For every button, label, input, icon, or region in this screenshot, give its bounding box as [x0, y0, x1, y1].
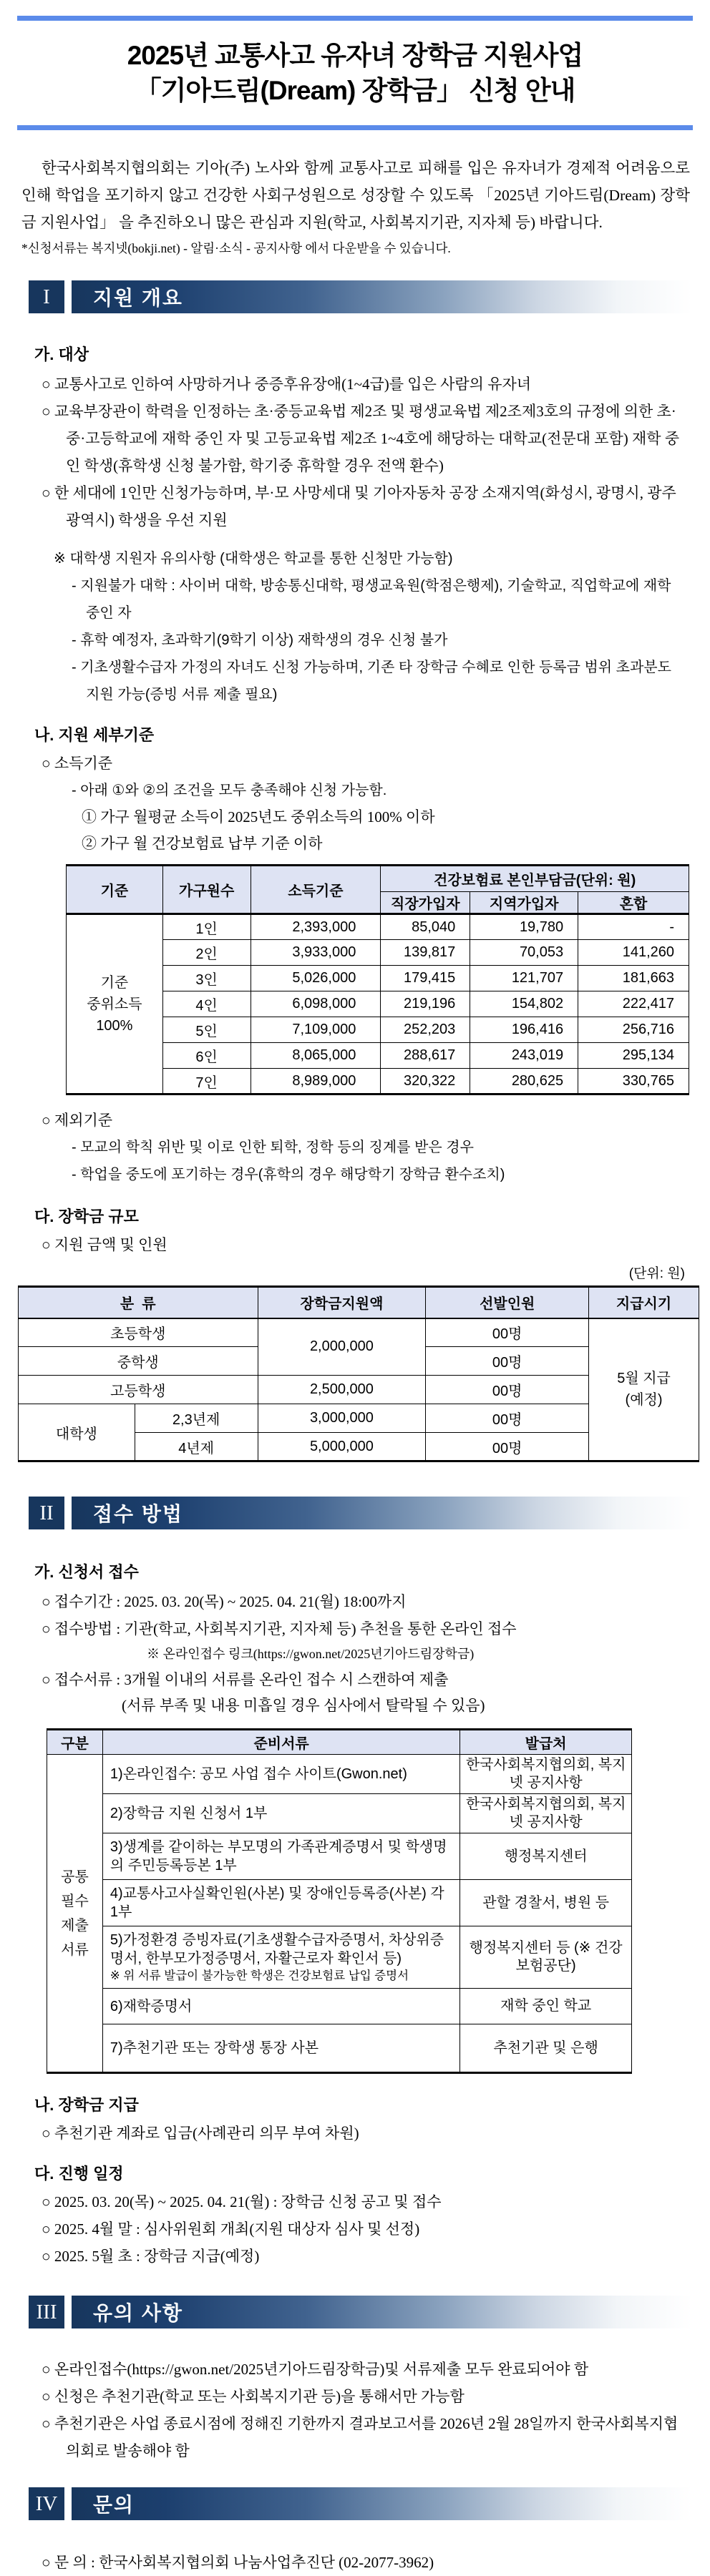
- t1-income: 5,026,000: [251, 966, 381, 991]
- university-note-item: - 휴학 예정자, 초과학기(9학기 이상) 재학생의 경우 신청 불가: [72, 632, 448, 648]
- income-condition-intro: - 아래 ①와 ②의 조건을 모두 충족해야 신청 가능함.: [72, 783, 387, 798]
- t1-size: 2인: [162, 940, 251, 966]
- table-row: [47, 1833, 632, 1880]
- required-documents-table: [47, 1728, 632, 2074]
- t2-timing-line: 5월 지급: [617, 1371, 671, 1387]
- application-method: ○ 접수방법 : 기관(학교, 사회복지기관, 지자체 등) 추천을 통한 온라인 접수: [42, 1620, 517, 1637]
- t1-criteria-cell: [67, 914, 163, 1094]
- schedule-item: ○ 2025. 5월 초 : 장학금 지급(예정): [42, 2248, 260, 2265]
- t1-mixed: 295,134: [578, 1043, 689, 1069]
- t1-workplace: 219,196: [381, 991, 470, 1017]
- intro-note: *신청서류는 복지넷(bokji.net) - 알림·소식 - 공지사항 에서 다운받을 수 있습니다.: [21, 241, 451, 255]
- t3-header-issuer: 발급처: [460, 1730, 632, 1755]
- exclusion-item: - 학업을 중도에 포기하는 경우(휴학의 경우 해당학기 장학금 환수조치): [72, 1167, 505, 1182]
- section4-header: [29, 2487, 692, 2520]
- title-divider-top: [17, 16, 693, 21]
- t2-amount: 2,500,000: [258, 1376, 426, 1404]
- t2-header-class: 분 류: [19, 1287, 258, 1318]
- table-row: [67, 914, 689, 940]
- contact-item: ○ 문 의 : 한국사회복지협의회 나눔사업추진단 (02-2077-3962): [42, 2554, 434, 2571]
- table-row: [47, 1755, 632, 1794]
- application-documents: ○ 접수서류 : 3개월 이내의 서류를 온라인 접수 시 스캔하여 제출: [42, 1671, 449, 1688]
- document-title-line2: 「기아드림(Dream) 장학금」 신청 안내: [135, 76, 575, 105]
- table-row: [47, 1880, 632, 1926]
- amount-heading: ○ 지원 금액 및 인원: [42, 1236, 167, 1253]
- t1-local: 121,707: [470, 966, 578, 991]
- table-row: [47, 2024, 632, 2073]
- t1-criteria-line: 100%: [96, 1017, 133, 1034]
- income-criteria-heading: ○ 소득기준: [42, 755, 113, 772]
- t3-document-main: 5)가정환경 증빙자료(기초생활수급자증명서, 차상위증명서, 한부모가정증명서, 자활근로자 확인서 등): [110, 1932, 444, 1967]
- t2-amount: 3,000,000: [258, 1404, 426, 1433]
- t2-count: 00명: [426, 1376, 589, 1404]
- t1-mixed: 141,260: [578, 940, 689, 966]
- t1-income: 8,989,000: [251, 1069, 381, 1094]
- t2-class-univ4: 4년제: [135, 1433, 258, 1461]
- scholarship-amount-table: [18, 1285, 699, 1462]
- t1-local: 280,625: [470, 1069, 578, 1094]
- t2-timing-line: (예정): [625, 1392, 663, 1409]
- t1-size: 7인: [162, 1069, 251, 1094]
- t1-criteria-line: 기준: [100, 974, 129, 991]
- t2-count: 00명: [426, 1318, 589, 1347]
- online-application-link: ※ 온라인접수 링크(https://gwon.net/2025년기아드림장학금): [147, 1647, 475, 1661]
- t2-class-high: 고등학생: [19, 1376, 258, 1404]
- document-title-line1: 2025년 교통사고 유자녀 장학금 지원사업: [127, 41, 583, 70]
- t1-workplace: 320,322: [381, 1069, 470, 1094]
- application-documents-warning: (서류 부족 및 내용 미흡일 경우 심사에서 탈락될 수 있음): [122, 1697, 485, 1714]
- schedule-item: ○ 2025. 03. 20(목) ~ 2025. 04. 21(월) : 장학금 신청 공고 및 접수: [42, 2193, 442, 2210]
- t1-workplace: 252,203: [381, 1017, 470, 1043]
- t2-count: 00명: [426, 1404, 589, 1433]
- sec1-heading-scale: 다. 장학금 규모: [34, 1208, 139, 1225]
- exclusion-heading: ○ 제외기준: [42, 1112, 113, 1129]
- t1-workplace: 85,040: [381, 914, 470, 940]
- caution-item: ○ 추천기관은 사업 종료시점에 정해진 기한까지 결과보고서를 2026년 2월 28일까지 한국사회복지협의회로 발송해야 함: [42, 2415, 679, 2459]
- t1-workplace: 179,415: [381, 966, 470, 991]
- t3-header-category: 구분: [47, 1730, 103, 1755]
- t2-header-timing: 지급시기: [589, 1287, 699, 1318]
- t3-category-line: 서류: [61, 1941, 89, 1958]
- t2-class-university: 대학생: [19, 1404, 135, 1461]
- caution-item: ○ 온라인접수(https://gwon.net/2025년기아드림장학금)및 서류제출 모두 완료되어야 함: [42, 2361, 589, 2378]
- t1-mixed: 330,765: [578, 1069, 689, 1094]
- t3-issuer: 행정복지센터 등 (※ 건강보험공단): [460, 1926, 632, 1989]
- t2-amount: 2,000,000: [258, 1318, 426, 1376]
- target-item: ○ 교육부장관이 학력을 인정하는 초·중등교육법 제2조 및 평생교육법 제2조제3호의 규정에 의한 초·중·고등학교에 재학 중인 자 및 고등교육법 제2조 1~4호에 해당하는 대학교(전문대 포함) 재학 중인 학생(휴학생 신청 불가함, 학기중 휴학할 경우 전액 환수): [42, 403, 680, 474]
- t1-mixed: 181,663: [578, 966, 689, 991]
- sec2-heading-application: 가. 신청서 접수: [34, 1563, 139, 1581]
- exclusion-item: - 모교의 학칙 위반 및 이로 인한 퇴학, 정학 등의 징계를 받은 경우: [72, 1140, 474, 1155]
- t3-header-documents: 준비서류: [102, 1730, 459, 1755]
- t1-size: 3인: [162, 966, 251, 991]
- t1-mixed: 256,716: [578, 1017, 689, 1043]
- t2-count: 00명: [426, 1347, 589, 1376]
- t2-header-amount: 장학금지원액: [258, 1287, 426, 1318]
- t1-income: 8,065,000: [251, 1043, 381, 1069]
- payment-item: ○ 추천기관 계좌로 입금(사례관리 의무 부여 차원): [42, 2125, 359, 2142]
- section4-title: 문의: [72, 2487, 692, 2520]
- t1-header-criteria: 기준: [67, 866, 163, 914]
- t1-size: 5인: [162, 1017, 251, 1043]
- application-period: ○ 접수기간 : 2025. 03. 20(목) ~ 2025. 04. 21(월) 18:00까지: [42, 1593, 407, 1610]
- t3-category-line: 공통: [61, 1869, 89, 1885]
- intro-paragraph: 한국사회복지협의회는 기아(주) 노사와 함께 교통사고로 피해를 입은 유자녀가 경제적 어려움으로 인해 학업을 포기하지 않고 건강한 사회구성원으로 성장할 수 있도록 「2025년 기아드림(Dream) 장학금 지원사업」 을 추진하오니 많은 관심과 지원(학교, 사회복지기관, 지자체 등) 바랍니다.: [21, 160, 690, 231]
- t3-category-line: 필수: [61, 1893, 89, 1909]
- t3-issuer: 재학 중인 학교: [460, 1989, 632, 2024]
- t3-issuer: 행정복지센터: [460, 1833, 632, 1880]
- t2-class-univ23: 2,3년제: [135, 1404, 258, 1433]
- t1-local: 154,802: [470, 991, 578, 1017]
- section2-number: II: [29, 1497, 64, 1529]
- income-condition-1: ① 가구 월평균 소득이 2025년도 중위소득의 100% 이하: [82, 808, 435, 826]
- t1-income: 6,098,000: [251, 991, 381, 1017]
- t3-document: 7)추천기관 또는 장학생 통장 사본: [102, 2024, 459, 2073]
- section1-header: [29, 280, 692, 313]
- university-note-item: - 기초생활수급자 가정의 자녀도 신청 가능하며, 기존 타 장학금 수혜로 인한 등록금 범위 초과분도 지원 가능(증빙 서류 제출 필요): [72, 660, 671, 702]
- t3-document: 3)생계를 같이하는 부모명의 가족관계증명서 및 학생명의 주민등록등본 1부: [102, 1833, 459, 1880]
- t3-document: 4)교통사고사실확인원(사본) 및 장애인등록증(사본) 각 1부: [102, 1880, 459, 1926]
- income-criteria-table: [66, 864, 689, 1095]
- t1-header-local: 지역가입자: [470, 892, 578, 914]
- sec1-heading-target: 가. 대상: [34, 346, 89, 363]
- t2-class-elementary: 초등학생: [19, 1318, 258, 1347]
- t1-mixed: 222,417: [578, 991, 689, 1017]
- t1-size: 6인: [162, 1043, 251, 1069]
- t3-issuer: 한국사회복지협의회, 복지넷 공지사항: [460, 1755, 632, 1794]
- table-row: [47, 1794, 632, 1833]
- section2-title: 접수 방법: [72, 1497, 692, 1529]
- t3-issuer: 한국사회복지협의회, 복지넷 공지사항: [460, 1794, 632, 1833]
- t3-category-line: 제출: [61, 1917, 89, 1934]
- sec2-heading-schedule: 다. 진행 일정: [34, 2165, 124, 2183]
- t1-local: 243,019: [470, 1043, 578, 1069]
- t1-header-workplace: 직장가입자: [381, 892, 470, 914]
- target-item: ○ 교통사고로 인하여 사망하거나 중증후유장애(1~4급)를 입은 사람의 유자녀: [42, 376, 532, 393]
- t3-category-cell: [47, 1755, 103, 2073]
- section2-header: [29, 1497, 692, 1529]
- university-note-heading: ※ 대학생 지원자 유의사항 (대학생은 학교를 통한 신청만 가능함): [54, 551, 453, 567]
- section3-header: [29, 2296, 692, 2328]
- income-condition-2: ② 가구 월 건강보험료 납부 기준 이하: [82, 835, 323, 852]
- t1-header-insurance: 건강보험료 본인부담금(단위: 원): [381, 866, 689, 892]
- section4-number: IV: [29, 2487, 64, 2520]
- section1-title: 지원 개요: [72, 280, 692, 313]
- t1-size: 1인: [162, 914, 251, 940]
- sec1-heading-criteria: 나. 지원 세부기준: [34, 726, 155, 744]
- t1-income: 3,933,000: [251, 940, 381, 966]
- t2-timing: [589, 1318, 699, 1461]
- t1-workplace: 288,617: [381, 1043, 470, 1069]
- t1-income: 7,109,000: [251, 1017, 381, 1043]
- table-row: [19, 1318, 699, 1347]
- t1-local: 70,053: [470, 940, 578, 966]
- t3-document: 6)재학증명서: [102, 1989, 459, 2024]
- t3-document: [102, 1926, 459, 1989]
- t1-local: 196,416: [470, 1017, 578, 1043]
- university-note-item: - 지원불가 대학 : 사이버 대학, 방송통신대학, 평생교육원(학점은행제), 기술학교, 직업학교에 재학 중인 자: [72, 578, 671, 621]
- table-row: [47, 1989, 632, 2024]
- notice-document: [0, 16, 710, 2571]
- title-divider-bottom: [17, 125, 693, 130]
- t1-header-household-size: 가구원수: [162, 866, 251, 914]
- t2-class-middle: 중학생: [19, 1347, 258, 1376]
- document-title: [0, 38, 710, 108]
- table-row: [47, 1926, 632, 1989]
- t3-issuer: 추천기관 및 은행: [460, 2024, 632, 2073]
- section1-number: I: [29, 280, 64, 313]
- t1-header-income: 소득기준: [251, 866, 381, 914]
- schedule-item: ○ 2025. 4월 말 : 심사위원회 개최(지원 대상자 심사 및 선정): [42, 2220, 420, 2238]
- t1-criteria-line: 중위소득: [87, 996, 142, 1012]
- t2-count: 00명: [426, 1433, 589, 1461]
- t1-local: 19,780: [470, 914, 578, 940]
- t2-header-count: 선발인원: [426, 1287, 589, 1318]
- t3-issuer: 관할 경찰서, 병원 등: [460, 1880, 632, 1926]
- t3-document: 1)온라인접수: 공모 사업 접수 사이트(Gwon.net): [102, 1755, 459, 1794]
- sec2-heading-payment: 나. 장학금 지급: [34, 2096, 139, 2114]
- t3-document: 2)장학금 지원 신청서 1부: [102, 1794, 459, 1833]
- unit-label: (단위: 원): [628, 1266, 685, 1281]
- section3-title: 유의 사항: [72, 2296, 692, 2328]
- t1-income: 2,393,000: [251, 914, 381, 940]
- t1-size: 4인: [162, 991, 251, 1017]
- section3-number: III: [29, 2296, 64, 2328]
- t3-document-note: ※ 위 서류 발급이 불가능한 학생은 건강보험료 납입 증명서: [110, 1969, 409, 1982]
- t1-mixed: -: [578, 914, 689, 940]
- target-item: ○ 한 세대에 1인만 신청가능하며, 부·모 사망세대 및 기아자동차 공장 소재지역(화성시, 광명시, 광주광역시) 학생을 우선 지원: [42, 484, 676, 529]
- caution-item: ○ 신청은 추천기관(학교 또는 사회복지기관 등)을 통해서만 가능함: [42, 2388, 465, 2405]
- t1-workplace: 139,817: [381, 940, 470, 966]
- t2-amount: 5,000,000: [258, 1433, 426, 1461]
- t1-header-mixed: 혼합: [578, 892, 689, 914]
